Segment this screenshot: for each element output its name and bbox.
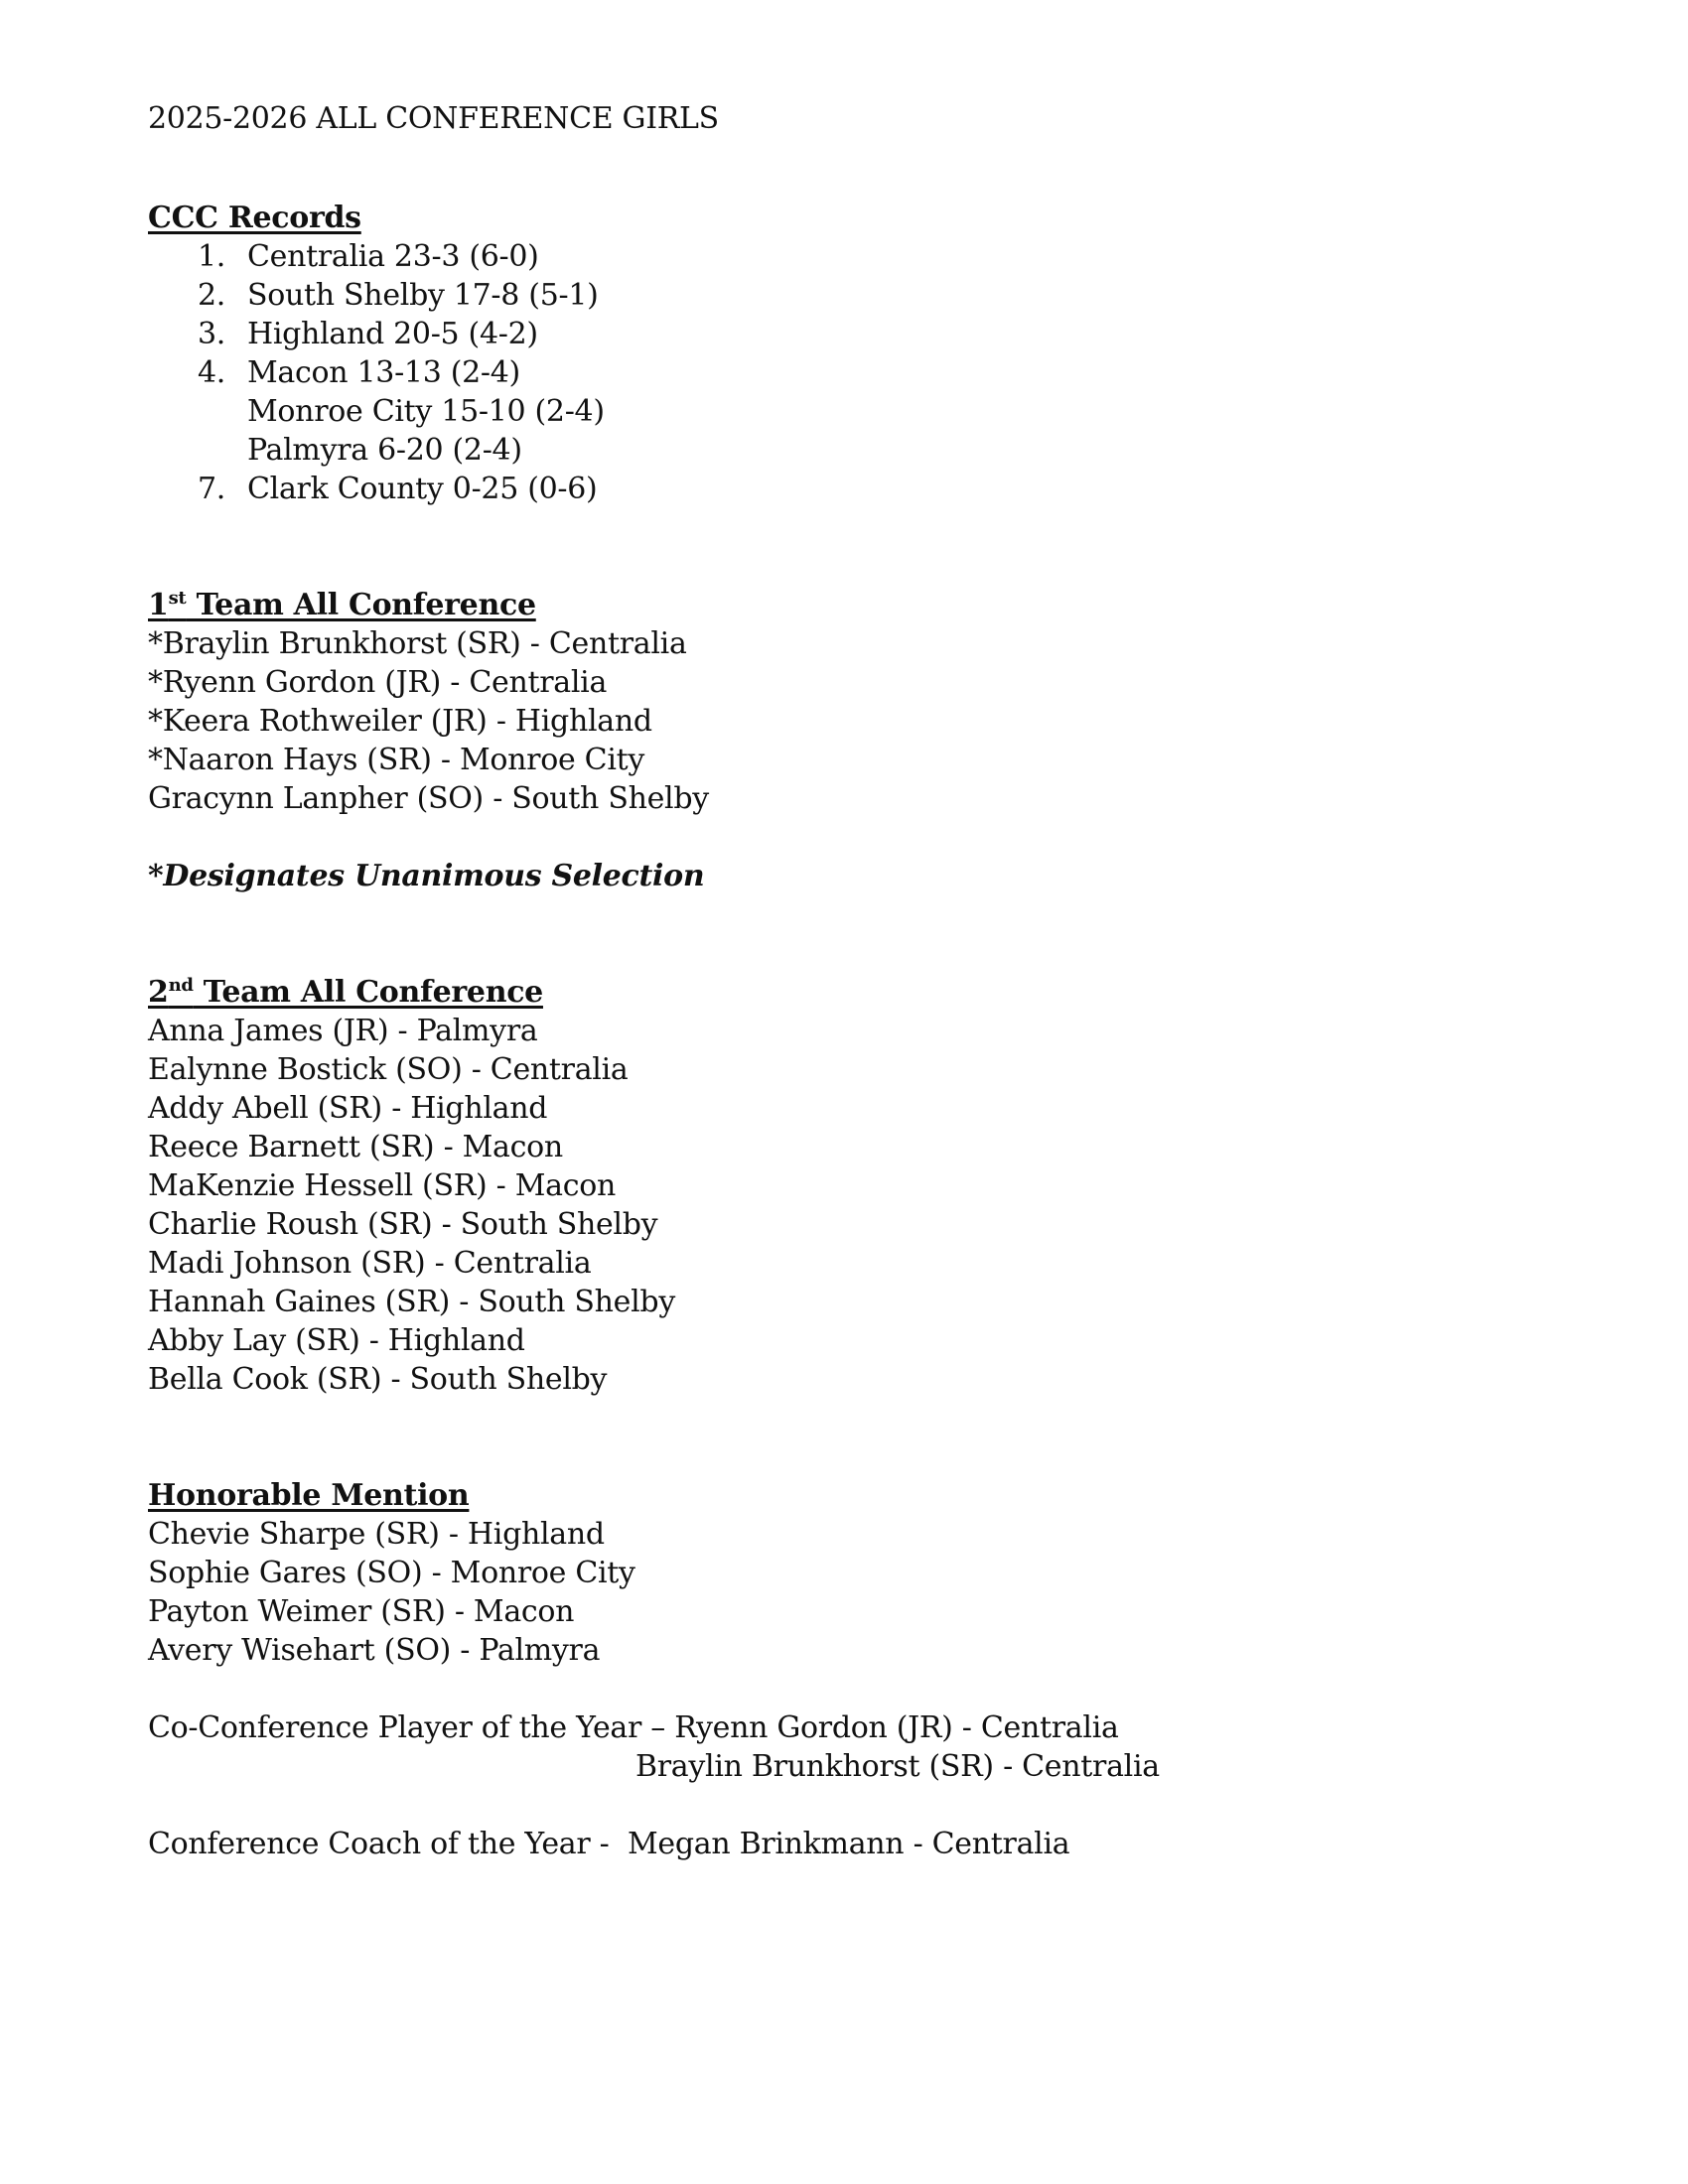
- record-text: Palmyra 6-20 (2-4): [247, 433, 522, 468]
- second-team-player: Madi Johnson (SR) - Centralia: [148, 1246, 592, 1281]
- record-item: [148, 238, 539, 276]
- record-text: Macon 13-13 (2-4): [247, 355, 520, 390]
- record-item: [148, 277, 599, 315]
- record-rank: 4.: [198, 355, 226, 390]
- first-team-player: *Naaron Hays (SR) - Monroe City: [148, 743, 645, 777]
- honorable-mention-player: Chevie Sharpe (SR) - Highland: [148, 1517, 605, 1552]
- coach-of-year: Conference Coach of the Year - Megan Brinkmann - Centralia: [148, 1827, 1070, 1861]
- record-text: South Shelby 17-8 (5-1): [247, 278, 599, 313]
- document-title: 2025-2026 ALL CONFERENCE GIRLS: [148, 101, 719, 136]
- first-team-heading: 1st Team All Conference: [148, 588, 536, 622]
- record-text: Clark County 0-25 (0-6): [247, 472, 598, 506]
- record-item: [148, 432, 522, 470]
- second-team-player: Anna James (JR) - Palmyra: [148, 1014, 538, 1048]
- record-text: Centralia 23-3 (6-0): [247, 239, 539, 274]
- second-team-player: Ealynne Bostick (SO) - Centralia: [148, 1052, 629, 1087]
- record-text: Monroe City 15-10 (2-4): [247, 394, 605, 429]
- second-team-heading: 2nd Team All Conference: [148, 975, 543, 1010]
- first-team-player: *Braylin Brunkhorst (SR) - Centralia: [148, 626, 687, 661]
- record-item: [148, 354, 520, 392]
- honorable-mention-player: Avery Wisehart (SO) - Palmyra: [148, 1633, 601, 1668]
- unanimous-note: *Designates Unanimous Selection: [148, 859, 705, 893]
- honorable-mention-player: Sophie Gares (SO) - Monroe City: [148, 1556, 635, 1590]
- second-team-player: Charlie Roush (SR) - South Shelby: [148, 1207, 658, 1242]
- first-team-player: *Keera Rothweiler (JR) - Highland: [148, 704, 652, 739]
- record-item: [148, 393, 605, 431]
- honorable-mention-player: Payton Weimer (SR) - Macon: [148, 1594, 575, 1629]
- honorable-mention-heading: Honorable Mention: [148, 1478, 470, 1513]
- player-of-year-line-1: Co-Conference Player of the Year – Ryenn Gordon (JR) - Centralia: [148, 1710, 1119, 1745]
- record-rank: 1.: [198, 239, 226, 274]
- player-of-year-line-2: Braylin Brunkhorst (SR) - Centralia: [635, 1749, 1160, 1784]
- records-heading: CCC Records: [148, 201, 361, 235]
- first-team-player: *Ryenn Gordon (JR) - Centralia: [148, 665, 608, 700]
- record-item: [148, 471, 597, 508]
- second-team-player: MaKenzie Hessell (SR) - Macon: [148, 1168, 617, 1203]
- record-text: Highland 20-5 (4-2): [247, 317, 538, 351]
- second-team-player: Reece Barnett (SR) - Macon: [148, 1130, 563, 1164]
- record-rank: 3.: [198, 317, 226, 351]
- second-team-player: Bella Cook (SR) - South Shelby: [148, 1362, 608, 1397]
- record-rank: 7.: [198, 472, 226, 506]
- first-team-player: Gracynn Lanpher (SO) - South Shelby: [148, 781, 709, 816]
- record-rank: 2.: [198, 278, 226, 313]
- second-team-player: Addy Abell (SR) - Highland: [148, 1091, 548, 1126]
- record-item: [148, 316, 538, 353]
- second-team-player: Abby Lay (SR) - Highland: [148, 1323, 525, 1358]
- second-team-player: Hannah Gaines (SR) - South Shelby: [148, 1285, 675, 1319]
